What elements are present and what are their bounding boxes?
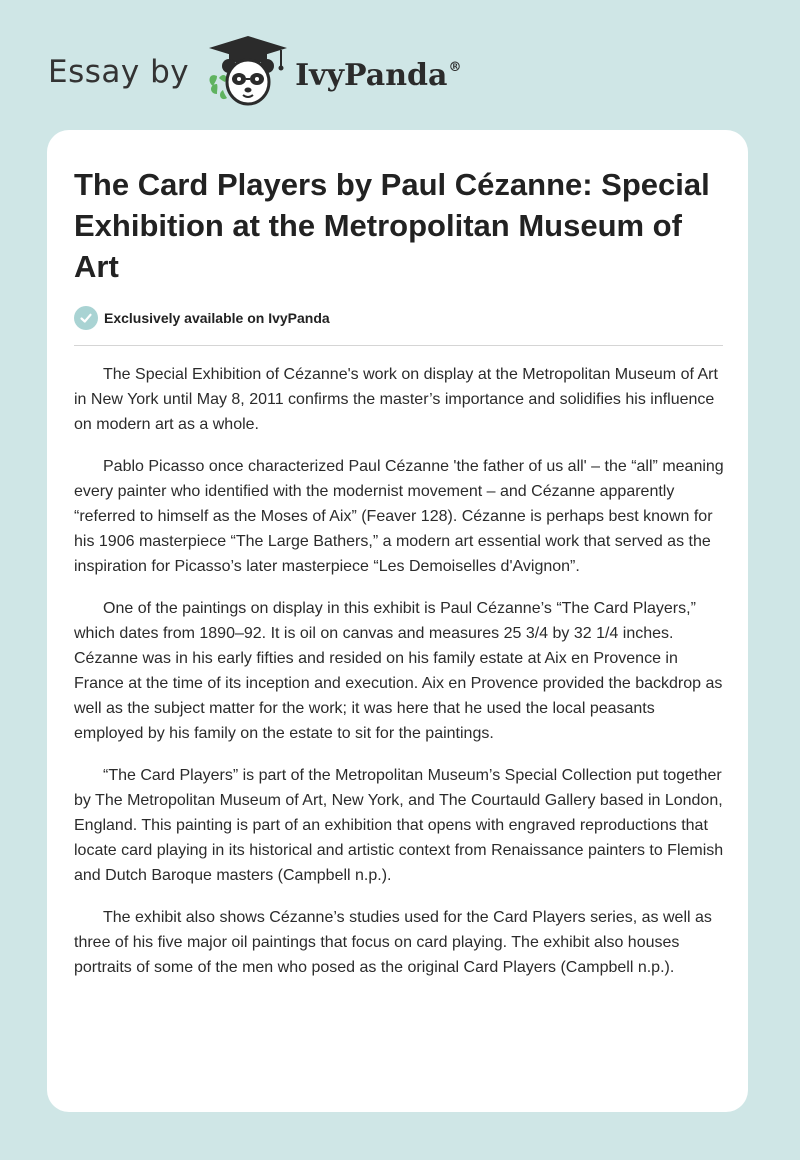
paragraph: Pablo Picasso once characterized Paul Cézanne 'the father of us all' – the “all” meaning every painter who identified with the modernist movement – and Cézanne apparently “referred to himself as the Moses of Aix” (Feaver 128). Cézanne is perhaps best known for his 1906 masterpiece “The Large Bathers,” a modern art essential work that served as the inspiration for Picasso’s later masterpiece “Les Demoiselles d'Avignon”. <box>74 458 724 575</box>
exclusive-badge-label: Exclusively available on IvyPanda <box>104 310 330 326</box>
paragraph: The Special Exhibition of Cézanne's work on display at the Metropolitan Museum of Art in New York until May 8, 2011 confirms the master’s importance and solidifies his influence on modern art as a whole. <box>74 366 718 433</box>
paragraph: “The Card Players” is part of the Metropolitan Museum’s Special Collection put together by The Metropolitan Museum of Art, New York, and The Courtauld Gallery based in London, England. This painting is part of an exhibition that opens with engraved reproductions that locate card playing in its historical and artistic context from Renaissance painters to Flemish and Dutch Baroque masters (Campbell n.p.). <box>74 767 724 884</box>
divider <box>74 345 723 346</box>
checkmark-icon <box>74 306 98 330</box>
ivypanda-logo[interactable] <box>203 32 293 112</box>
essay-by-label: Essay by <box>48 54 190 90</box>
essay-body <box>74 362 726 997</box>
panda-graduation-cap-icon <box>203 32 293 112</box>
exclusive-badge <box>74 306 330 330</box>
paragraph: The exhibit also shows Cézanne’s studies used for the Card Players series, as well as three of his five major oil paintings that focus on card playing. The exhibit also houses portraits of some of the men who posed as the original Card Players (Campbell n.p.). <box>74 909 712 976</box>
paragraph: One of the paintings on display in this exhibit is Paul Cézanne’s “The Card Players,” which dates from 1890–92. It is oil on canvas and measures 25 3/4 by 32 1/4 inches. Cézanne was in his early fifties and resided on his family estate at Aix en Provence in France at the time of its inception and execution. Aix en Provence provided the backdrop as well as the subject matter for the work; it was here that he used the local peasants employed by his family on the estate to sit for the paintings. <box>74 600 723 742</box>
site-header <box>48 32 461 112</box>
brand-name-text: IvyPanda <box>295 57 448 93</box>
essay-title: The Card Players by Paul Cézanne: Special Exhibition at the Metropolitan Museum of Art <box>74 167 710 284</box>
brand-name <box>295 58 461 93</box>
registered-mark: ® <box>448 59 462 75</box>
essay-card <box>47 130 748 1112</box>
